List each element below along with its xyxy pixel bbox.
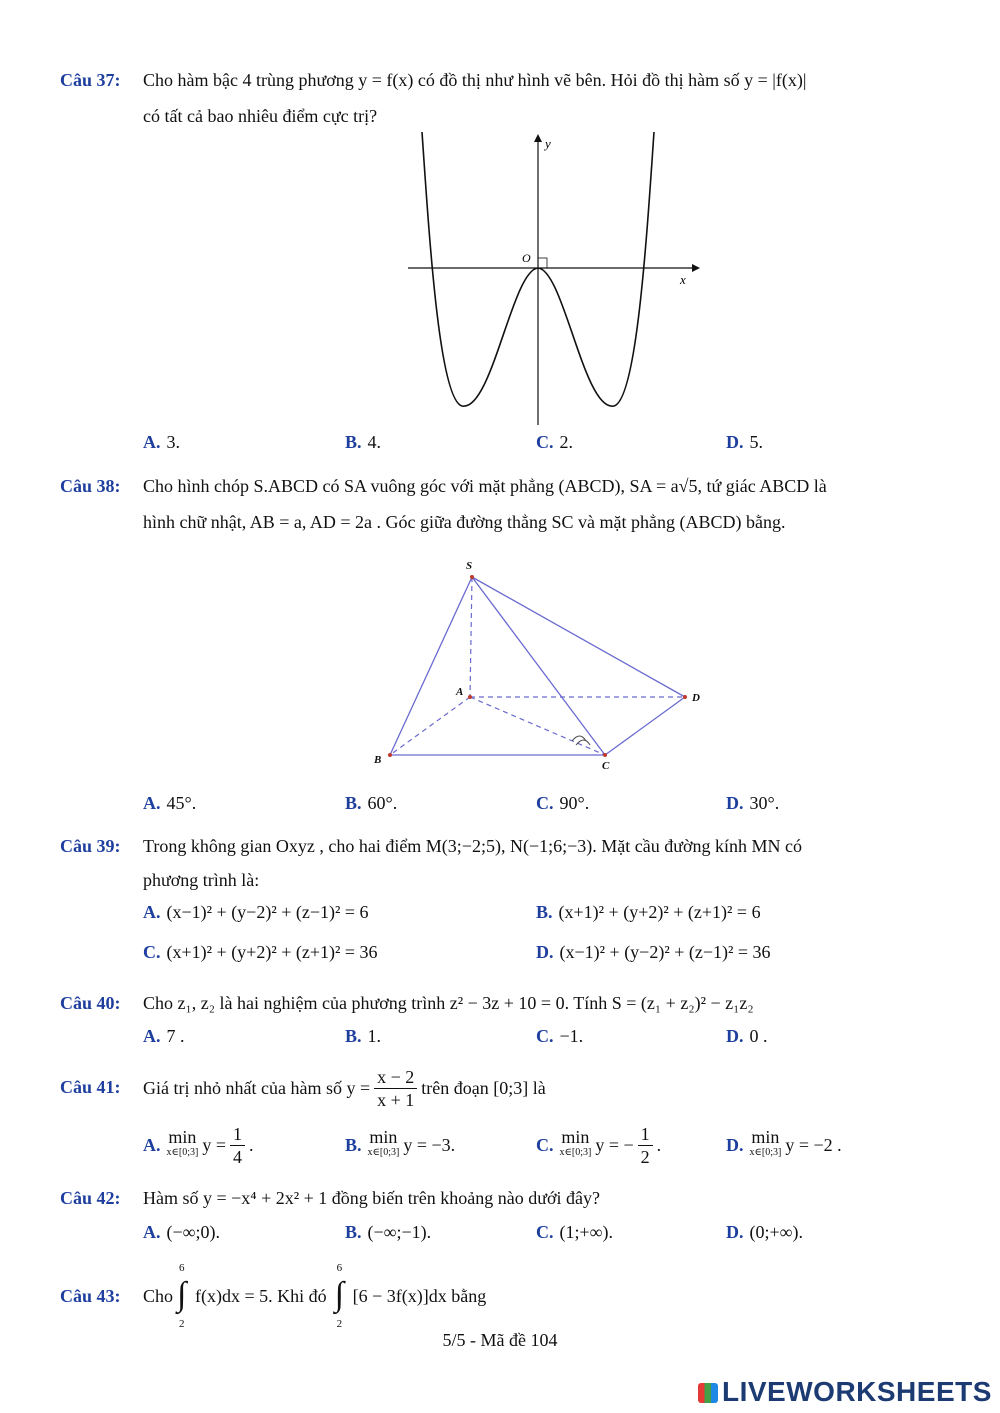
- angle-mark-2: [576, 740, 590, 745]
- point-A: [468, 695, 472, 699]
- q37-option-b[interactable]: B. 4.: [345, 432, 382, 452]
- q40-option-a[interactable]: A. 7 .: [143, 1026, 185, 1046]
- q41-text-line1: Giá trị nhỏ nhất của hàm số y = $\frac{x - 2}{x + 1}$ trên đoạn [0;3] là: [143, 1066, 546, 1110]
- q40-label: Câu 40:: [60, 993, 121, 1013]
- q39-text-line1: Trong không gian Oxyz , cho hai điểm M(3;−2;5), N(−1;6;−3). Mặt cầu đường kính MN có: [143, 836, 802, 856]
- x-axis-label: x: [680, 272, 686, 287]
- liveworksheets-logo-icon: [698, 1383, 718, 1403]
- point-D: [683, 695, 687, 699]
- q40-option-c[interactable]: C. −1.: [536, 1026, 584, 1046]
- liveworksheets-watermark: LIVEWORKSHEETS: [698, 1376, 992, 1408]
- edge-SB: [390, 577, 472, 755]
- edge-AB: [390, 697, 470, 755]
- point-S: [470, 575, 474, 579]
- q41-option-d[interactable]: D. min x∈[0;3] y = −2 .: [726, 1127, 842, 1158]
- origin-marker: [538, 258, 547, 268]
- q42-option-b[interactable]: B. (−∞;−1).: [345, 1222, 432, 1242]
- q40-option-b[interactable]: B. 1.: [345, 1026, 382, 1046]
- point-C: [603, 753, 607, 757]
- q37-label: Câu 37:: [60, 70, 121, 90]
- q43-label: Câu 43:: [60, 1286, 121, 1306]
- q39-option-d[interactable]: D. (x−1)² + (y−2)² + (z−1)² = 36: [536, 942, 771, 962]
- origin-label: O: [522, 251, 531, 265]
- y-axis-label: y: [545, 136, 551, 151]
- q41-option-c[interactable]: C. min x∈[0;3] y = − $\frac{1}{2}$ .: [536, 1123, 662, 1167]
- q42-option-a[interactable]: A. (−∞;0).: [143, 1222, 220, 1242]
- q38-option-b[interactable]: B. 60°.: [345, 793, 398, 813]
- q37-graph: [400, 130, 700, 430]
- q38-option-a[interactable]: A. 45°.: [143, 793, 197, 813]
- q39-label: Câu 39:: [60, 836, 121, 856]
- q39-text-line2: phương trình là:: [143, 870, 260, 890]
- label-B: B: [374, 754, 382, 766]
- label-C: C: [602, 760, 610, 772]
- q42-text-line1: Hàm số y = −x⁴ + 2x² + 1 đồng biến trên khoảng nào dưới đây?: [143, 1188, 600, 1208]
- integral-2: ∫ 6 2: [334, 1262, 344, 1330]
- edge-SA: [470, 577, 472, 697]
- q38-text-line1: Cho hình chóp S.ABCD có SA vuông góc với mặt phẳng (ABCD), SA = a√5, tứ giác ABCD là: [143, 476, 827, 496]
- page-footer: 5/5 - Mã đề 104: [442, 1330, 558, 1350]
- q37-option-c[interactable]: C. 2.: [536, 432, 573, 452]
- q37-option-a[interactable]: A. 3.: [143, 432, 180, 452]
- q38-option-c[interactable]: C. 90°.: [536, 793, 590, 813]
- q41-option-b[interactable]: B. min x∈[0;3] y = −3.: [345, 1127, 456, 1158]
- edge-SD: [472, 577, 685, 697]
- edge-SC: [472, 577, 605, 755]
- q39-option-b[interactable]: B. (x+1)² + (y+2)² + (z+1)² = 6: [536, 902, 761, 922]
- q42-option-d[interactable]: D. (0;+∞).: [726, 1222, 803, 1242]
- q41-label: Câu 41:: [60, 1077, 121, 1097]
- q39-option-a[interactable]: A. (x−1)² + (y−2)² + (z−1)² = 6: [143, 902, 369, 922]
- point-B: [388, 753, 392, 757]
- q37-option-d[interactable]: D. 5.: [726, 432, 763, 452]
- q43-text-line1: Cho ∫ 6 2 f(x)dx = 5. Khi đó ∫ 6 2 [6 − 3f(x)]dx bằng: [143, 1262, 487, 1330]
- q40-text-line1: Cho z₁, z₂ là hai nghiệm của phương trình z² − 3z + 10 = 0. Tính S = (z₁ + z₂)² − z₁z₂: [143, 993, 754, 1013]
- y-axis-arrow: [534, 134, 542, 142]
- edge-CD: [605, 697, 685, 755]
- q37-text-line2: có tất cả bao nhiêu điểm cực trị?: [143, 106, 378, 126]
- q42-label: Câu 42:: [60, 1188, 121, 1208]
- q37-block: [60, 70, 121, 91]
- q40-option-d[interactable]: D. 0 .: [726, 1026, 768, 1046]
- q39-option-c[interactable]: C. (x+1)² + (y+2)² + (z+1)² = 36: [143, 942, 378, 962]
- q41-option-a[interactable]: A. min x∈[0;3] y = $\frac{1}{4}$ .: [143, 1123, 254, 1167]
- q38-option-d[interactable]: D. 30°.: [726, 793, 780, 813]
- q38-label: Câu 38:: [60, 476, 121, 496]
- integral-1: ∫ 6 2: [177, 1262, 187, 1330]
- q38-text-line2: hình chữ nhật, AB = a, AD = 2a . Góc giữa đường thẳng SC và mặt phẳng (ABCD) bằng.: [143, 512, 786, 532]
- label-A: A: [456, 686, 464, 698]
- q41-fraction: $\frac{x - 2}{x + 1}$: [374, 1066, 417, 1111]
- x-axis-arrow: [692, 264, 700, 272]
- q42-option-c[interactable]: C. (1;+∞).: [536, 1222, 613, 1242]
- q37-text-line1: Cho hàm bậc 4 trùng phương y = f(x) có đồ thị như hình vẽ bên. Hỏi đồ thị hàm số y = |f(x)|: [143, 70, 807, 90]
- edge-AC: [470, 697, 605, 755]
- label-D: D: [692, 692, 700, 704]
- label-S: S: [466, 560, 473, 572]
- q38-pyramid-figure: [360, 555, 720, 775]
